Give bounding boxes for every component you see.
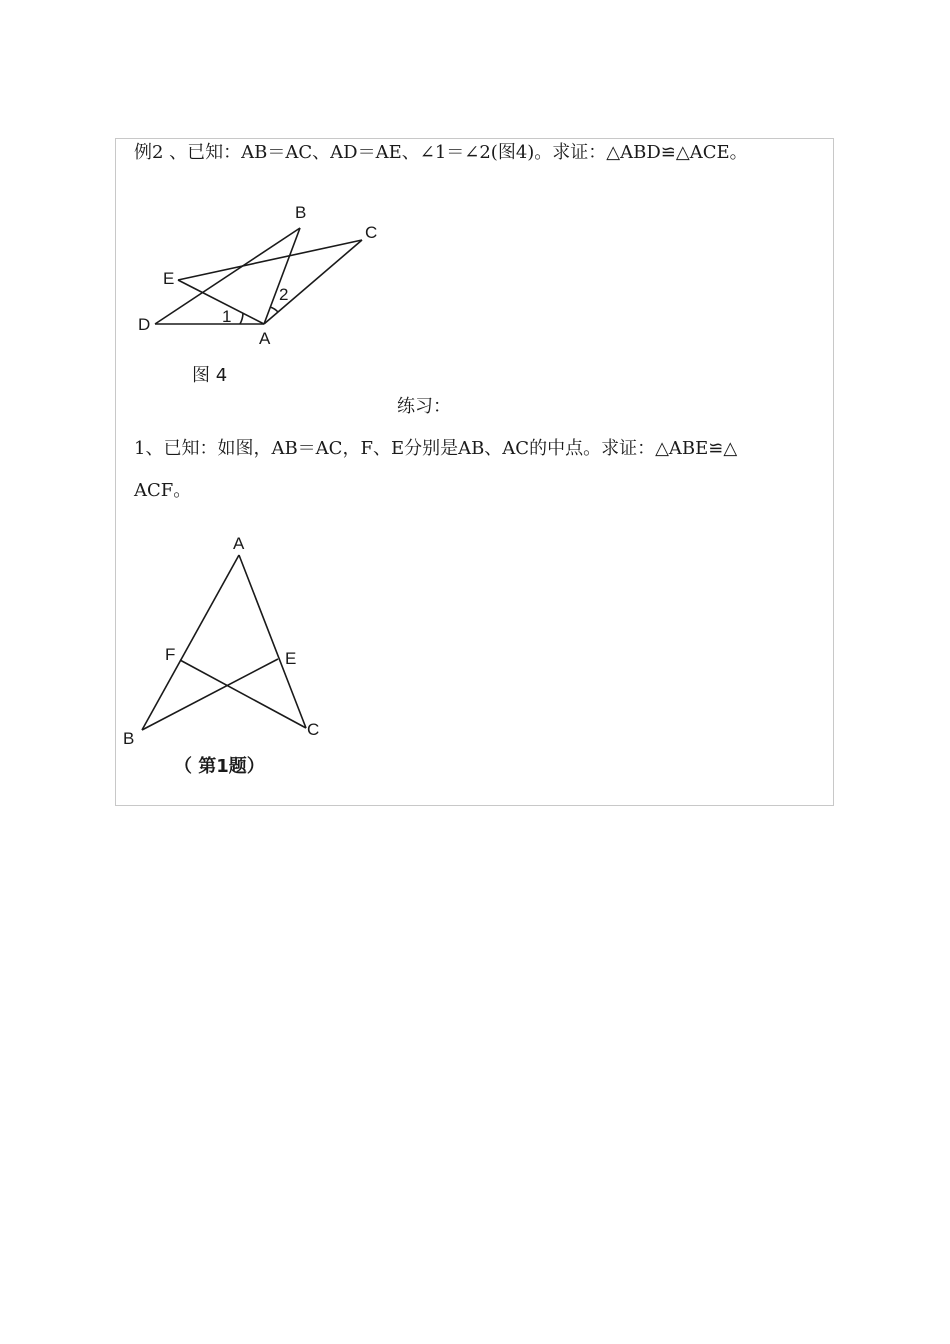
q1-label-E: E xyxy=(285,649,297,668)
question-1-line-2: ACF。 xyxy=(134,480,192,501)
label-angle-1: 1 xyxy=(222,307,232,326)
question-1-line-1: 1、已知：如图，AB＝AC，F、E分别是AB、AC的中点。求证：△ABE≌△ xyxy=(134,438,738,459)
segment-AB xyxy=(142,555,239,730)
figure-4-caption: 图 4 xyxy=(192,365,228,386)
label-E: E xyxy=(163,269,175,288)
question-1-figure-caption: （ 第1题） xyxy=(174,756,265,777)
label-angle-2: 2 xyxy=(279,285,289,304)
example2-statement: 例2 、已知：AB＝AC、AD＝AE、∠1＝∠2(图4)。求证：△ABD≌△ACE。 xyxy=(134,142,748,163)
label-D: D xyxy=(138,315,151,334)
label-B: B xyxy=(295,203,307,222)
label-A: A xyxy=(259,329,271,348)
q1-label-B: B xyxy=(123,729,135,748)
segment-AC xyxy=(239,555,306,728)
q1-label-F: F xyxy=(165,645,176,664)
practice-heading: 练习： xyxy=(397,396,451,417)
label-C: C xyxy=(365,223,378,242)
segment-FC xyxy=(180,660,306,728)
q1-label-A: A xyxy=(233,534,245,553)
q1-label-C: C xyxy=(307,720,320,739)
